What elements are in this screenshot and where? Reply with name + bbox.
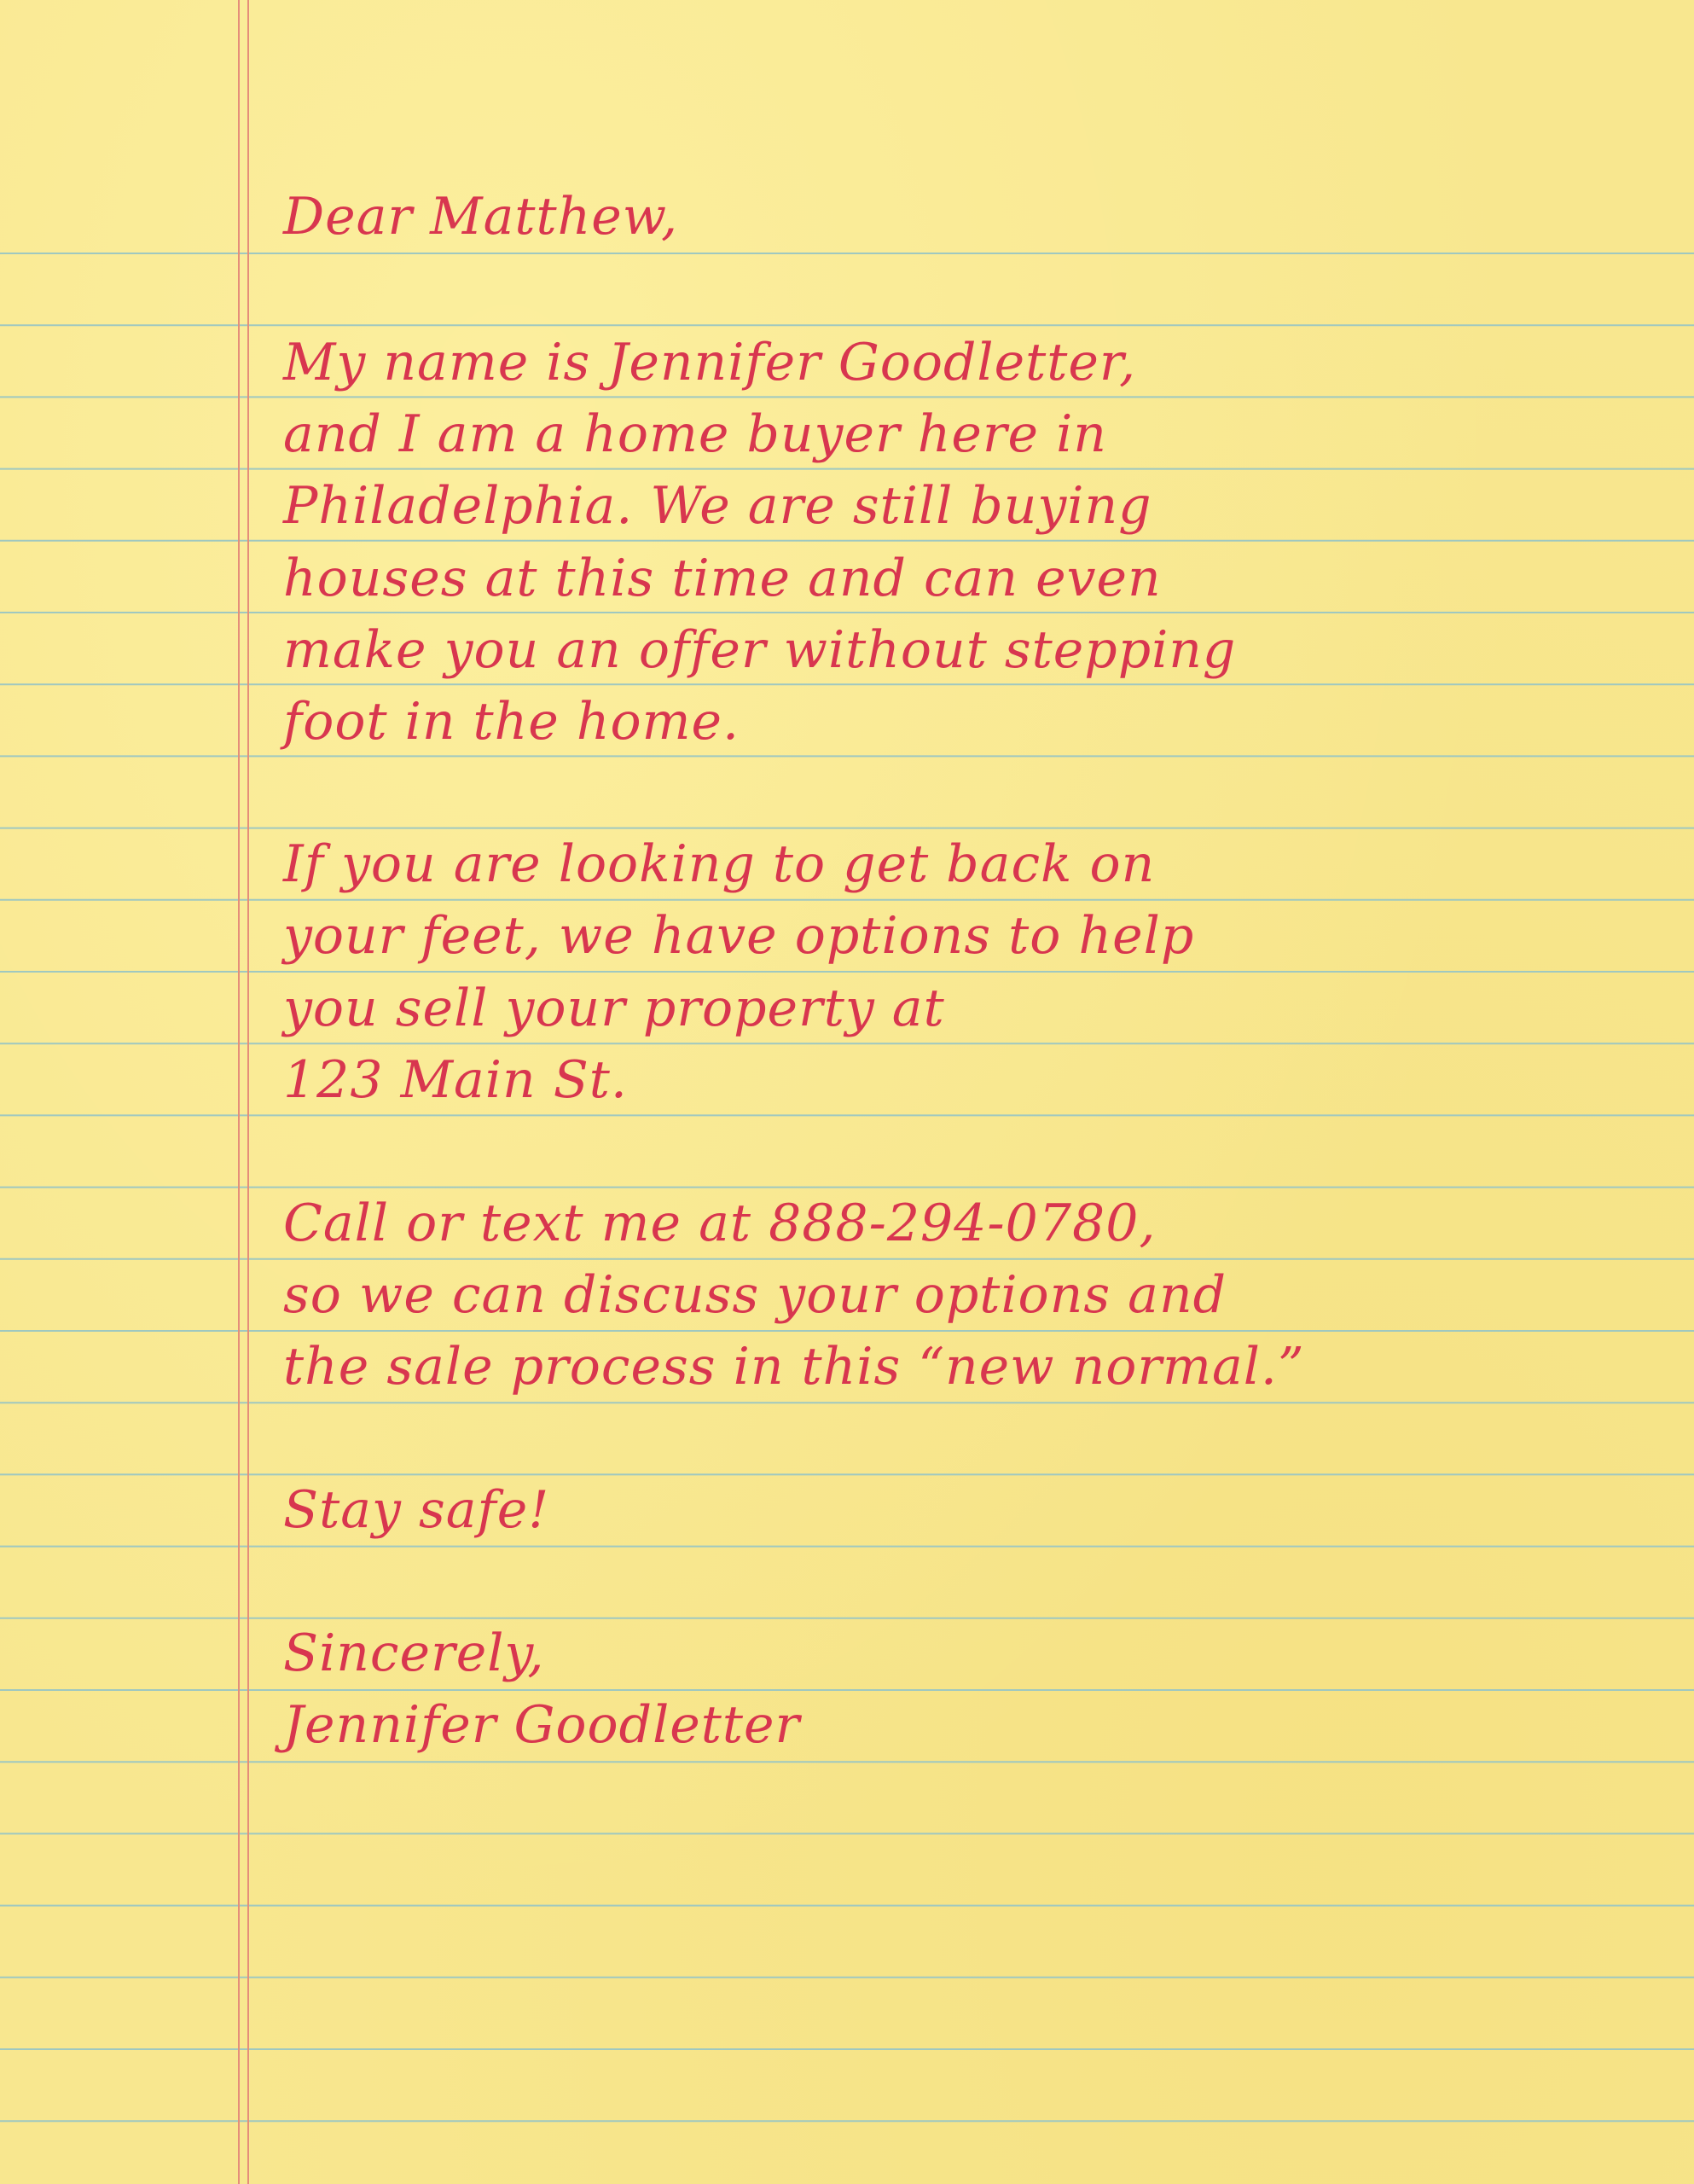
paragraph-2-line-2: your feet, we have options to help xyxy=(283,906,1195,966)
paragraph-2-line-3: you sell your property at xyxy=(283,979,945,1038)
greeting: Dear Matthew, xyxy=(283,187,679,247)
paragraph-1-line-6: foot in the home. xyxy=(283,692,740,752)
paragraph-1-line-1: My name is Jennifer Goodletter, xyxy=(283,333,1137,392)
paragraph-2-line-1: If you are looking to get back on xyxy=(283,834,1156,894)
paragraph-3-line-2: so we can discuss your options and xyxy=(283,1265,1227,1325)
stay-safe-line: Stay safe! xyxy=(283,1480,550,1540)
paragraph-2-line-4: 123 Main St. xyxy=(283,1050,628,1110)
paragraph-1-line-3: Philadelphia. We are still buying xyxy=(283,476,1152,536)
signature: Jennifer Goodletter xyxy=(283,1695,801,1755)
paragraph-1-line-4: houses at this time and can even xyxy=(283,549,1162,608)
closing: Sincerely, xyxy=(283,1623,545,1683)
paragraph-3-line-3: the sale process in this “new normal.” xyxy=(283,1337,1305,1397)
paragraph-1-line-5: make you an offer without stepping xyxy=(283,620,1237,680)
paragraph-3-line-1: Call or text me at 888-294-0780, xyxy=(283,1194,1157,1253)
paragraph-1-line-2: and I am a home buyer here in xyxy=(283,404,1107,464)
